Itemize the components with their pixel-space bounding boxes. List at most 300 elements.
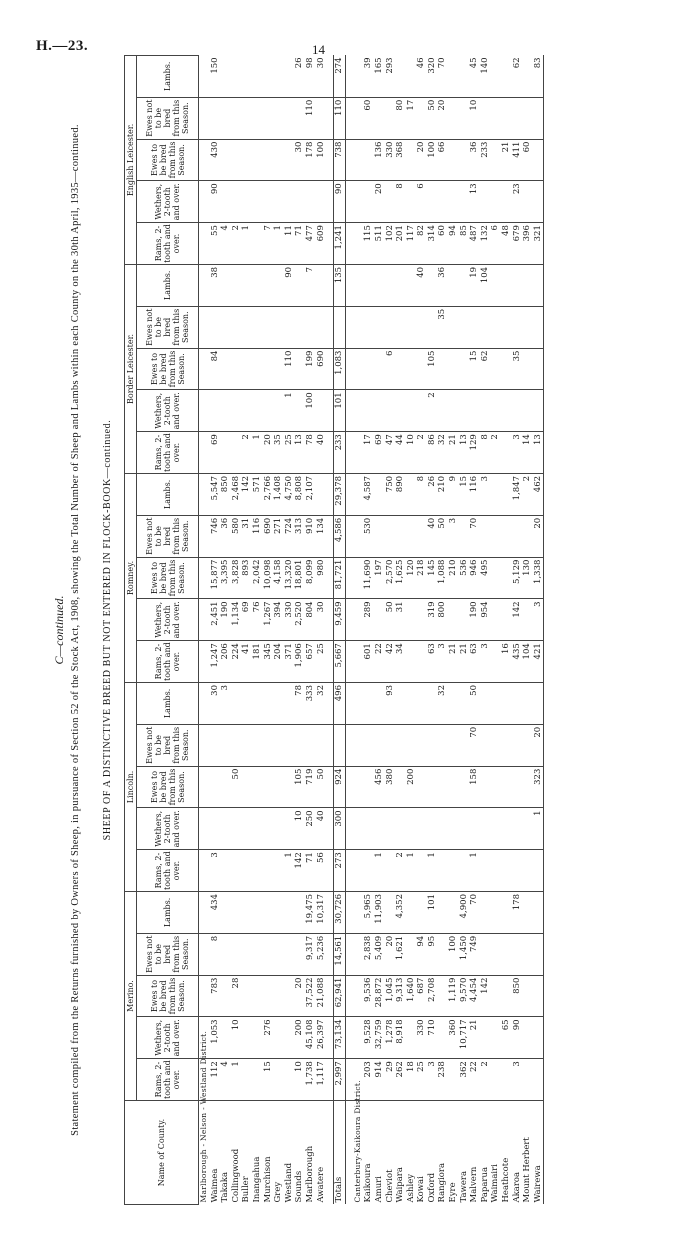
value-cell: 70 <box>437 55 448 97</box>
value-cell <box>395 808 406 850</box>
value-cell: 11,903 <box>374 892 385 934</box>
county-name: Rangiora <box>437 1162 448 1203</box>
value-cell: 910 <box>305 515 316 557</box>
table-row <box>406 55 417 1204</box>
subcolumn-header-row <box>137 55 199 1204</box>
subcolumn-header: Lambs. <box>137 264 199 306</box>
value-cell <box>490 892 501 934</box>
county-name: Waimairi <box>490 1164 501 1203</box>
value-cell: 100 <box>305 390 316 432</box>
value-cell <box>490 390 501 432</box>
value-cell: 35 <box>437 306 448 348</box>
value-cell <box>273 933 284 975</box>
value-cell: 10,717 <box>459 1017 470 1059</box>
value-cell <box>273 181 284 223</box>
value-cell: 2,838 <box>363 933 374 975</box>
table-row <box>522 55 533 1204</box>
value-cell <box>273 1059 284 1101</box>
value-cell: 5,965 <box>363 892 374 934</box>
value-cell <box>395 264 406 306</box>
value-cell: 140 <box>480 55 491 97</box>
value-cell <box>512 850 523 892</box>
value-cell <box>363 766 374 808</box>
value-cell <box>501 599 512 641</box>
value-cell <box>459 808 470 850</box>
value-cell: 262 <box>395 1059 406 1101</box>
value-cell: 1,134 <box>231 599 242 641</box>
subcolumn-header: Rams, 2-tooth and over. <box>137 223 199 265</box>
value-cell <box>273 139 284 181</box>
subcolumn-header: Lambs. <box>137 892 199 934</box>
value-cell: 20 <box>263 432 274 474</box>
value-cell: 850 <box>220 473 231 515</box>
value-cell <box>522 97 533 139</box>
value-cell: 8,808 <box>294 473 305 515</box>
value-cell: 115 <box>363 223 374 265</box>
value-cell: 21 <box>469 1017 480 1059</box>
value-cell <box>284 1059 295 1101</box>
value-cell: 371 <box>284 641 295 683</box>
county-name: Inangahua <box>251 1156 262 1203</box>
value-cell: 76 <box>252 599 263 641</box>
table-row <box>427 55 438 1204</box>
value-cell: 380 <box>385 766 396 808</box>
value-cell <box>210 306 221 348</box>
value-cell <box>522 390 533 432</box>
value-cell: 31 <box>241 515 252 557</box>
value-cell <box>416 724 427 766</box>
value-cell <box>252 850 263 892</box>
value-cell: 90 <box>284 264 295 306</box>
value-cell: 145 <box>427 557 438 599</box>
value-cell <box>406 390 417 432</box>
value-cell: 71 <box>294 223 305 265</box>
value-cell <box>374 348 385 390</box>
value-cell <box>459 55 470 97</box>
value-cell <box>480 306 491 348</box>
value-cell <box>437 850 448 892</box>
value-cell: 2,451 <box>210 599 221 641</box>
value-cell: 462 <box>533 473 544 515</box>
value-cell <box>241 1059 252 1101</box>
value-cell: 25 <box>284 432 295 474</box>
value-cell: 19,475 <box>305 892 316 934</box>
value-cell: 313 <box>294 515 305 557</box>
value-cell: 190 <box>220 599 231 641</box>
value-cell <box>385 390 396 432</box>
value-cell <box>490 933 501 975</box>
value-cell <box>406 515 417 557</box>
value-cell: 25 <box>316 641 327 683</box>
value-cell <box>374 306 385 348</box>
value-cell <box>252 1059 263 1101</box>
value-cell <box>459 599 470 641</box>
value-cell <box>241 933 252 975</box>
value-cell: 1,241 <box>334 223 346 265</box>
value-cell <box>512 683 523 725</box>
value-cell <box>273 808 284 850</box>
value-cell <box>512 515 523 557</box>
value-cell: 116 <box>252 515 263 557</box>
value-cell <box>490 348 501 390</box>
value-cell: 3,395 <box>220 557 231 599</box>
value-cell <box>448 348 459 390</box>
value-cell: 9,536 <box>363 975 374 1017</box>
value-cell <box>252 1017 263 1059</box>
value-cell: 456 <box>374 766 385 808</box>
value-cell <box>448 390 459 432</box>
value-cell: 323 <box>533 766 544 808</box>
value-cell <box>522 683 533 725</box>
table-row <box>305 55 316 1204</box>
value-cell: 136 <box>374 139 385 181</box>
value-cell <box>480 933 491 975</box>
value-cell <box>273 55 284 97</box>
table-row <box>220 55 231 1204</box>
subcolumn-header: Rams, 2-tooth and over. <box>137 1059 199 1101</box>
value-cell: 1,338 <box>533 557 544 599</box>
value-cell: 1,625 <box>395 557 406 599</box>
value-cell: 28,872 <box>374 975 385 1017</box>
value-cell: 78 <box>305 432 316 474</box>
value-cell: 4,587 <box>363 473 374 515</box>
value-cell: 93 <box>385 683 396 725</box>
value-cell <box>533 348 544 390</box>
county-name: Collingwood <box>230 1148 241 1203</box>
value-cell <box>416 683 427 725</box>
value-cell <box>263 933 274 975</box>
table-row <box>437 55 448 1204</box>
value-cell <box>533 139 544 181</box>
value-cell <box>490 850 501 892</box>
county-name: Sounds <box>294 1170 305 1203</box>
value-cell: 63 <box>469 641 480 683</box>
value-cell <box>385 515 396 557</box>
value-cell <box>522 724 533 766</box>
table-row <box>273 55 284 1204</box>
rotated-table-block <box>52 55 692 1205</box>
value-cell <box>512 724 523 766</box>
value-cell <box>210 808 221 850</box>
subcolumn-header: Ewes not to be bred from this Season. <box>137 724 199 766</box>
value-cell <box>385 97 396 139</box>
value-cell <box>241 306 252 348</box>
district-title-row <box>353 55 364 1204</box>
value-cell: 50 <box>316 766 327 808</box>
value-cell: 26 <box>294 55 305 97</box>
value-cell <box>501 683 512 725</box>
value-cell <box>220 850 231 892</box>
value-cell <box>374 97 385 139</box>
value-cell: 102 <box>385 223 396 265</box>
value-cell: 890 <box>395 473 406 515</box>
value-cell: 2,766 <box>263 473 274 515</box>
value-cell <box>490 306 501 348</box>
subcolumn-header: Ewes not to be bred from this Season. <box>137 306 199 348</box>
value-cell <box>385 264 396 306</box>
value-cell: 8 <box>480 432 491 474</box>
value-cell <box>241 683 252 725</box>
table-row <box>210 55 221 1204</box>
value-cell <box>231 264 242 306</box>
county-name: Paparua <box>479 1166 490 1203</box>
value-cell <box>284 724 295 766</box>
value-cell <box>252 264 263 306</box>
value-cell: 16 <box>501 641 512 683</box>
value-cell <box>241 766 252 808</box>
value-cell: 893 <box>241 557 252 599</box>
value-cell <box>469 306 480 348</box>
value-cell <box>263 306 274 348</box>
value-cell: 60 <box>437 223 448 265</box>
value-cell <box>448 264 459 306</box>
value-cell: 178 <box>305 139 316 181</box>
value-cell <box>374 473 385 515</box>
value-cell: 20 <box>533 515 544 557</box>
value-cell: 18,801 <box>294 557 305 599</box>
value-cell <box>522 181 533 223</box>
value-cell <box>490 557 501 599</box>
value-cell: 90 <box>210 181 221 223</box>
value-cell <box>406 55 417 97</box>
county-name: Murchison <box>262 1156 273 1203</box>
value-cell: 30 <box>316 599 327 641</box>
value-cell <box>294 933 305 975</box>
subcolumn-header: Ewes to be bred from this Season. <box>137 348 199 390</box>
county-name: Waipara <box>395 1167 406 1203</box>
value-cell <box>363 850 374 892</box>
value-cell <box>284 975 295 1017</box>
value-cell: 1,119 <box>448 975 459 1017</box>
value-cell: 4,586 <box>334 515 346 557</box>
value-cell <box>533 390 544 432</box>
value-cell <box>490 1059 501 1101</box>
value-cell <box>273 97 284 139</box>
value-cell <box>427 181 438 223</box>
value-cell <box>459 683 470 725</box>
value-cell: 7 <box>305 264 316 306</box>
value-cell <box>522 1017 533 1059</box>
value-cell: 23 <box>512 181 523 223</box>
value-cell <box>480 766 491 808</box>
value-cell <box>374 264 385 306</box>
value-cell <box>533 181 544 223</box>
value-cell: 46 <box>416 55 427 97</box>
value-cell: 21 <box>448 641 459 683</box>
value-cell: 150 <box>210 55 221 97</box>
county-name: Waimea <box>209 1168 220 1203</box>
table-row <box>263 55 274 1204</box>
county-name: Buller <box>241 1176 252 1203</box>
value-cell: 45 <box>469 55 480 97</box>
value-cell: 2,520 <box>294 599 305 641</box>
value-cell: 29,378 <box>334 473 346 515</box>
value-cell: 104 <box>480 264 491 306</box>
table-row <box>469 55 480 1204</box>
value-cell <box>294 264 305 306</box>
value-cell <box>385 808 396 850</box>
value-cell <box>490 641 501 683</box>
value-cell <box>459 306 470 348</box>
value-cell: 13 <box>533 432 544 474</box>
subcolumn-header: Lambs. <box>137 683 199 725</box>
value-cell: 435 <box>512 641 523 683</box>
value-cell: 30 <box>210 683 221 725</box>
value-cell <box>363 808 374 850</box>
value-cell: 32 <box>437 683 448 725</box>
value-cell: 21 <box>448 432 459 474</box>
value-cell: 5,547 <box>210 473 221 515</box>
table-row <box>374 55 385 1204</box>
value-cell <box>533 1059 544 1101</box>
value-cell: 1 <box>284 390 295 432</box>
value-cell <box>316 306 327 348</box>
value-cell: 9,313 <box>395 975 406 1017</box>
value-cell <box>501 55 512 97</box>
county-name: Kowai <box>416 1176 427 1203</box>
district-title: Canterbury-Kaikoura District. <box>352 1080 362 1203</box>
subcolumn-header: Wethers, 2-tooth and over. <box>137 181 199 223</box>
value-cell <box>252 348 263 390</box>
value-cell: 20 <box>385 933 396 975</box>
value-cell <box>334 724 346 766</box>
value-cell: 394 <box>273 599 284 641</box>
value-cell: 31 <box>395 599 406 641</box>
value-cell: 1,083 <box>334 348 346 390</box>
value-cell <box>363 348 374 390</box>
county-name: Awatere <box>315 1166 326 1203</box>
value-cell <box>316 473 327 515</box>
value-cell: 9,570 <box>459 975 470 1017</box>
value-cell <box>437 933 448 975</box>
value-cell <box>241 850 252 892</box>
value-cell <box>522 599 533 641</box>
value-cell: 10,317 <box>316 892 327 934</box>
value-cell: 495 <box>480 557 491 599</box>
value-cell: 32,759 <box>374 1017 385 1059</box>
value-cell <box>363 264 374 306</box>
page-number: 14 <box>312 42 325 57</box>
value-cell: 233 <box>480 139 491 181</box>
value-cell: 330 <box>284 599 295 641</box>
value-cell: 14,561 <box>334 933 346 975</box>
value-cell <box>284 139 295 181</box>
value-cell: 333 <box>305 683 316 725</box>
value-cell <box>448 766 459 808</box>
value-cell: 81,721 <box>334 557 346 599</box>
value-cell <box>231 348 242 390</box>
value-cell: 3,828 <box>231 557 242 599</box>
value-cell <box>316 724 327 766</box>
value-cell <box>416 766 427 808</box>
county-name: Malvern <box>469 1166 480 1203</box>
value-cell: 17 <box>406 97 417 139</box>
value-cell: 8 <box>416 473 427 515</box>
value-cell: 3 <box>480 473 491 515</box>
statement-title: Statement compiled from the Returns furnished by Owners of Sheep, in pursuance of Section 52 of the Stock Act, 1908, showing the Total Number of Sheep and Lambs within each County on the 30th April, 1935—continued. <box>70 124 81 1136</box>
value-cell: 69 <box>210 432 221 474</box>
value-cell <box>263 264 274 306</box>
county-name: Cheviot <box>384 1169 395 1203</box>
value-cell: 1,045 <box>385 975 396 1017</box>
value-cell <box>459 181 470 223</box>
county-name: Westland <box>283 1162 294 1203</box>
value-cell <box>406 139 417 181</box>
value-cell <box>263 724 274 766</box>
value-cell: 85 <box>459 223 470 265</box>
value-cell <box>263 683 274 725</box>
value-cell: 9,528 <box>363 1017 374 1059</box>
value-cell: 1,621 <box>395 933 406 975</box>
value-cell <box>273 1017 284 1059</box>
value-cell <box>501 766 512 808</box>
value-cell: 210 <box>437 473 448 515</box>
value-cell <box>512 933 523 975</box>
value-cell: 40 <box>316 432 327 474</box>
value-cell: 2 <box>416 432 427 474</box>
value-cell: 112 <box>210 1059 221 1101</box>
value-cell: 749 <box>469 933 480 975</box>
value-cell: 84 <box>210 348 221 390</box>
value-cell: 110 <box>334 97 346 139</box>
value-cell: 345 <box>263 641 274 683</box>
value-cell: 55 <box>210 223 221 265</box>
value-cell <box>490 683 501 725</box>
value-cell <box>427 683 438 725</box>
value-cell: 13 <box>459 432 470 474</box>
value-cell <box>284 933 295 975</box>
value-cell <box>480 683 491 725</box>
value-cell: 5,129 <box>512 557 523 599</box>
table-row <box>480 55 491 1204</box>
value-cell: 2 <box>231 223 242 265</box>
section-title: SHEEP OF A DISTINCTIVE BREED BUT NOT ENTERED IN FLOCK-BOOK—continued. <box>102 419 113 841</box>
value-cell <box>459 515 470 557</box>
table-row <box>490 55 501 1204</box>
value-cell: 60 <box>363 97 374 139</box>
value-cell <box>395 515 406 557</box>
value-cell <box>231 683 242 725</box>
subcolumn-header: Rams, 2-tooth and over. <box>137 850 199 892</box>
value-cell <box>385 181 396 223</box>
value-cell: 80 <box>395 97 406 139</box>
value-cell <box>533 683 544 725</box>
value-cell: 199 <box>305 348 316 390</box>
value-cell: 4,454 <box>469 975 480 1017</box>
value-cell: 1 <box>231 1059 242 1101</box>
value-cell <box>406 473 417 515</box>
value-cell <box>501 348 512 390</box>
value-cell <box>241 264 252 306</box>
value-cell <box>284 766 295 808</box>
value-cell <box>363 181 374 223</box>
value-cell: 30,726 <box>334 892 346 934</box>
value-cell <box>273 306 284 348</box>
value-cell <box>533 850 544 892</box>
value-cell <box>316 181 327 223</box>
value-cell: 15 <box>263 1059 274 1101</box>
value-cell <box>406 306 417 348</box>
subcolumn-header: Wethers, 2-tooth and over. <box>137 390 199 432</box>
value-cell <box>252 766 263 808</box>
value-cell: 200 <box>406 766 417 808</box>
value-cell: 2 <box>241 432 252 474</box>
value-cell <box>363 683 374 725</box>
continued-caption: C—continued. <box>52 595 66 665</box>
value-cell <box>427 306 438 348</box>
value-cell <box>241 724 252 766</box>
value-cell: 48 <box>501 223 512 265</box>
